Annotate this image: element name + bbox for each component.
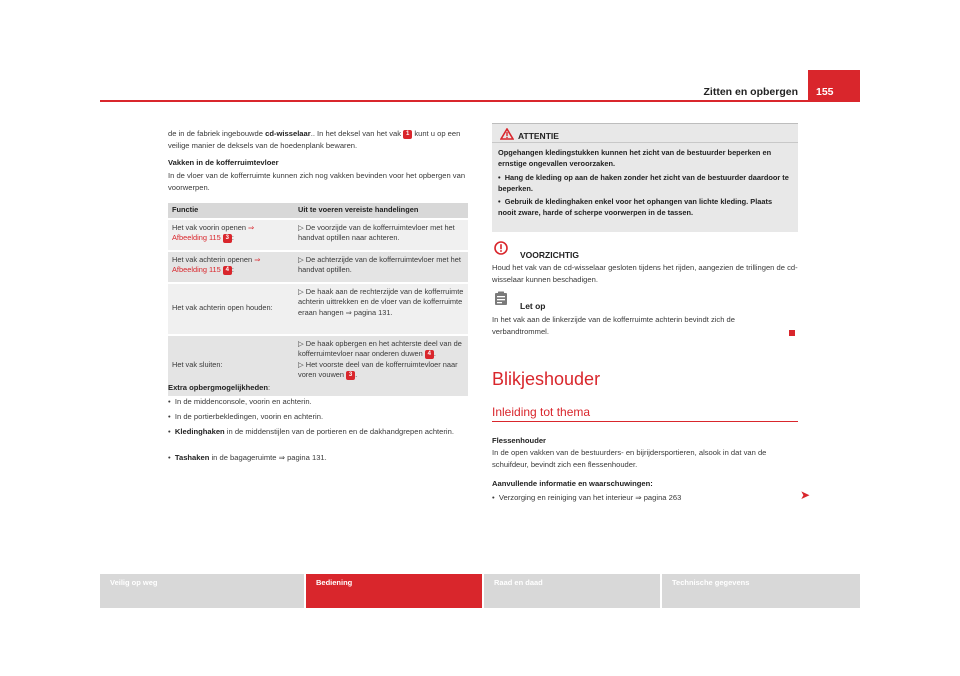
figure-marker: 4 — [223, 266, 232, 275]
section-text: In de vloer van de kofferruimte kunnen zich nog vakken bevinden voor het opbergen van voorwerpen. — [168, 171, 466, 192]
table-cell: ▷ De achterzijde van de kofferruimtevloer met het handvat optillen. — [294, 251, 468, 283]
intro-text: de in de fabriek ingebouwde — [168, 129, 263, 138]
chapter-heading: Blikjeshouder — [492, 369, 601, 389]
intro-paragraph — [168, 128, 468, 151]
footer-tab-operation[interactable]: Bediening — [306, 574, 482, 608]
footer-tab-safety[interactable]: Veilig op weg — [100, 574, 304, 608]
chapter-title: Zitten en opbergen — [703, 86, 798, 98]
table-cell: Het vak voorin openen ⇒ Afbeelding 115 3 : — [168, 219, 294, 251]
intro-bold: cd-wisselaar — [265, 129, 311, 138]
warning-header — [492, 124, 798, 143]
figure-reference[interactable]: ⇒ Afbeelding 115 — [172, 254, 261, 274]
note-text: In het vak aan de linkerzijde van de kofferruimte achterin bevindt zich de verbandtrommel. — [492, 315, 735, 336]
continue-arrow-icon: ➤ — [800, 488, 811, 502]
section-end-marker — [789, 330, 795, 336]
table-row — [168, 251, 468, 283]
section-heading: Inleiding tot thema — [492, 405, 591, 419]
figure-marker: 1 — [403, 130, 412, 139]
note-title: Let op — [520, 301, 546, 311]
warning-title: ATTENTIE — [518, 131, 559, 141]
table-cell: Het vak achterin open houden: — [168, 283, 294, 335]
footer-tab-technical[interactable]: Technische gegevens — [662, 574, 860, 608]
table-header-function: Functie — [168, 203, 294, 219]
list-item: • Kledinghaken in de middenstijlen van de portieren en de dakhandgrepen achterin. — [168, 427, 454, 436]
table-row — [168, 283, 468, 335]
table-cell: ▷ De haak aan de rechterzijde van de kofferruimte achterin uittrekken en de vloer van de kofferruimte eraan hangen ⇒ pagina 131. — [294, 283, 468, 335]
list-item: • Tashaken in de bagageruimte ⇒ pagina 131. — [168, 453, 327, 462]
table-cell: Het vak achterin openen ⇒ Afbeelding 115 4 : — [168, 251, 294, 283]
extra-storage-title: Extra opbergmogelijkheden: — [168, 383, 271, 392]
table-cell: ▷ De haak opbergen en het achterste deel van de kofferruimtevloer naar onderen duwen 4 . ▷ Het voorste deel van de kofferruimtevloer naar voren vouwen 3 . — [294, 335, 468, 396]
table-header-actions: Uit te voeren vereiste handelingen — [294, 203, 468, 219]
figure-marker: 3 — [346, 371, 355, 380]
list-item: • Verzorging en reiniging van het interieur ⇒ pagina 263 — [492, 493, 682, 502]
table-cell: ▷ De voorzijde van de kofferruimtevloer met het handvat optillen naar achteren. — [294, 219, 468, 251]
caution-text: Houd het vak van de cd-wisselaar gesloten tijdens het rijden, aangezien de trillingen de cd-wisselaar kunnen beschadigen. — [492, 263, 798, 284]
warning-triangle-icon — [500, 128, 514, 140]
header-rule — [100, 100, 860, 102]
list-item: • In de portierbekledingen, voorin en achterin. — [168, 412, 324, 421]
list-item: • Gebruik de kledinghaken enkel voor het ophangen van lichte kleding. Plaats nooit zware, harde of scherpe voorwerpen in de tassen. — [498, 197, 773, 218]
intro-text-2: .. In het deksel van het vak — [310, 129, 402, 138]
subsection-title: Aanvullende informatie en waarschuwingen: — [492, 479, 653, 488]
figure-marker: 4 — [425, 350, 434, 359]
page-number: 155 — [816, 86, 834, 98]
caution-icon — [494, 241, 508, 255]
warning-text: Opgehangen kledingstukken kunnen het zicht van de bestuurder beperken en ernstige ongevallen veroorzaken. — [498, 148, 772, 169]
note-icon — [494, 291, 508, 306]
table-cell: Het vak sluiten: — [168, 335, 294, 396]
section-title: Vakken in de kofferruimtevloer — [168, 158, 279, 167]
list-item: • Hang de kleding op aan de haken zonder het zicht van de bestuurder daardoor te beperken. — [498, 172, 789, 193]
subsection-title: Flessenhouder — [492, 436, 547, 445]
function-table — [168, 203, 468, 396]
warning-body — [492, 143, 798, 223]
list-item: • In de middenconsole, voorin en achterin. — [168, 397, 312, 406]
figure-marker: 3 — [223, 234, 232, 243]
section-rule — [492, 421, 798, 422]
table-row — [168, 219, 468, 251]
caution-title: VOORZICHTIG — [520, 250, 580, 260]
warning-box — [492, 123, 798, 232]
intro-text-3: kunt u op een veilige manier de deksels van de hoedenplank bewaren. — [168, 129, 461, 150]
footer-tab-advice[interactable]: Raad en daad — [484, 574, 660, 608]
subsection-text: In de open vakken van de bestuurders- en bijrijdersportieren, alsook in dat van de schuifdeur, bevindt zich een flessenhouder. — [492, 448, 767, 469]
figure-reference[interactable]: ⇒ Afbeelding 115 — [172, 222, 255, 242]
